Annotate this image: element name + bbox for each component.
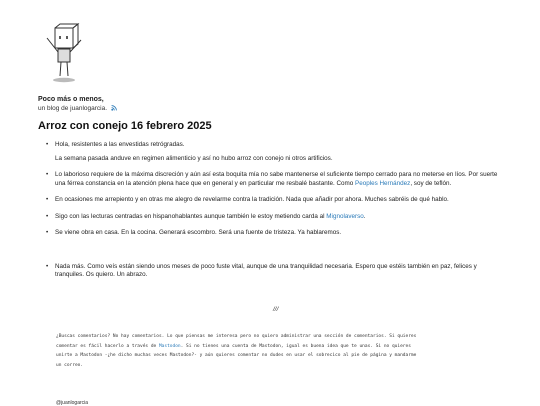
mignolaverso-link[interactable]: Mignolaverso [326, 212, 364, 220]
comments-line: un correo. [56, 362, 84, 368]
item-text: Nada más. Como veís están siendo unos meses de poco fuste vital, aunque de una tranquilidad necesaria. Espero que estéis también en paz, felices y tranquiles. Os quiero. Un abrazo. [55, 262, 477, 278]
bullet: • [46, 171, 49, 178]
blog-subtitle [38, 105, 117, 112]
list-item-paragraph: La semana pasada anduve en regimen alimenticio y así no hubo arroz con conejo ni otros artificios. [55, 154, 333, 162]
list-item [46, 263, 502, 280]
item-text: Hola, resistentes a las envestidas retrógradas. [55, 141, 185, 148]
mascot-robot-icon [44, 22, 84, 90]
comments-note [56, 332, 496, 370]
comments-line-text: . Si no tienes una cuenta de Mastodon, igual es buena idea que te unas. Si no quieres [180, 343, 411, 349]
blog-subtitle-text: un blog de juanlogarcia. [38, 105, 108, 112]
list-item [46, 213, 502, 222]
comments-line-text: comentar es fácil hacerlo a través de [56, 343, 159, 349]
comments-line [56, 342, 496, 352]
bullet: • [46, 196, 49, 203]
footer [56, 400, 88, 406]
post-content [46, 141, 502, 280]
peoples-hernandez-link[interactable]: Peoples Hernández [355, 179, 411, 187]
item-text: En ocasiones me arrepiento y en otras me alegro de revelarme contra la tradición. Nada que añadir por ahora. Muches sabréis de qué hablo. [55, 196, 449, 203]
mastodon-link[interactable]: Mastodon [158, 343, 181, 349]
list-item [46, 229, 502, 238]
comments-line-text: al pie de página y mandarme [340, 353, 417, 358]
item-text: Sigo con las lecturas centradas en hispanohablantes aunque también le estoy metiendo carda al [55, 212, 327, 220]
blog-name[interactable]: Poco más o menos [38, 96, 102, 103]
blog-title-comma: , [101, 96, 104, 103]
blog-title[interactable] [38, 96, 104, 103]
item-text: Se viene obra en casa. En la cocina. Generará escombro. Será una fuente de tristeza. Ya hablaremos. [55, 229, 342, 236]
bullet: • [46, 262, 49, 270]
sobrecico-text: sobrecico [316, 353, 341, 358]
comments-line: ¿Buscas comentarios? No hay comentarios. Lo que piensas me interesa pero no quiero administrar una sección de comentarios. Si quieres [56, 334, 417, 339]
bullet: • [46, 141, 49, 148]
comments-line-text: unirte a Mastodon -¿he dicho muchas veces Mastodon?- y aún quieres comentar no dudes en usar el [56, 353, 317, 358]
section-separator: /// [273, 306, 279, 313]
footer-handle[interactable]: @juanlogarcia [56, 400, 89, 406]
list-item [46, 171, 502, 188]
comments-line [56, 351, 496, 361]
list-item [46, 196, 502, 205]
rss-icon[interactable] [111, 105, 117, 111]
item-text: Lo laborioso requiere de la máxima discreción y aún así esta boquita mía no sabe mantenerse el suficiente tiempo cerrado para no meterse en líos. Por suerte una férrea constancia en la atención plena hace que en general y en particular me resbalé bastante. Como [55, 171, 498, 187]
item-text-tail: . [363, 212, 366, 220]
bullet: • [46, 212, 49, 220]
post-title: Arroz con conejo 16 febrero 2025 [38, 120, 212, 132]
list-item [46, 141, 502, 150]
bullet: • [46, 229, 49, 236]
item-text-tail: , soy de teflón. [410, 179, 452, 187]
